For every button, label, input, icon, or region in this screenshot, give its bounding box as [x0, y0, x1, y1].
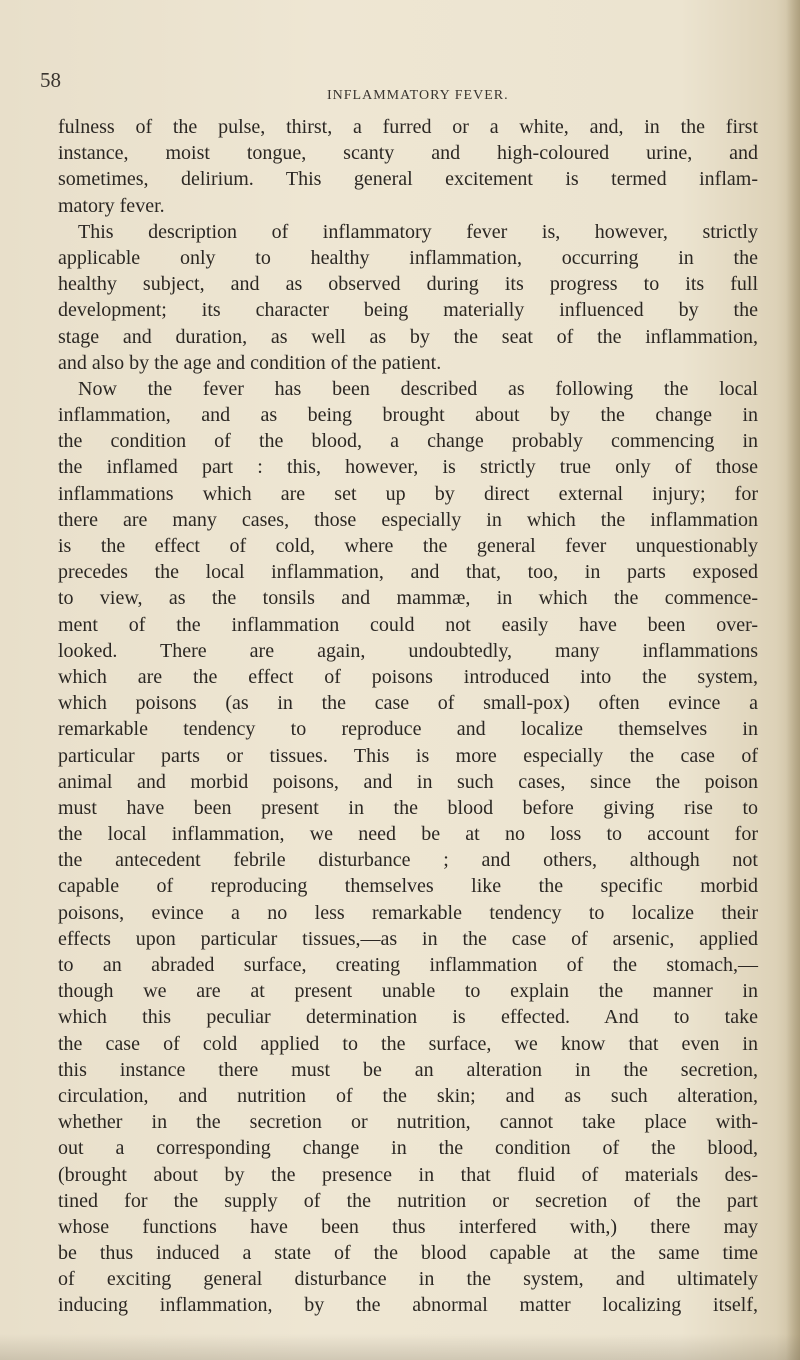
text-line: capable of reproducing themselves like the specific morbid [58, 875, 758, 898]
text-line: Now the fever has been described as following the local [78, 377, 758, 400]
text-line: though we are at present unable to explain the manner in [58, 980, 758, 1003]
text-line: to an abraded surface, creating inflammation of the stomach,— [58, 954, 758, 976]
text-line: particular parts or tissues. This is more especially the case of [58, 744, 758, 767]
text-line: whether in the secretion or nutrition, cannot take place with- [58, 1111, 758, 1134]
text-line: the case of cold applied to the surface, we know that even in [58, 1032, 758, 1055]
text-line: be thus induced a state of the blood capable at the same time [58, 1242, 758, 1265]
body-text [58, 114, 758, 1319]
text-line: healthy subject, and as observed during its progress to its full [58, 273, 758, 296]
text-line: must have been present in the blood before giving rise to [58, 796, 758, 819]
text-line: applicable only to healthy inflammation, occurring in the [58, 246, 758, 269]
text-line: which are the effect of poisons introduced into the system, [58, 665, 758, 688]
text-line: stage and duration, as well as by the seat of the inflammation, [58, 325, 758, 348]
text-line: is the effect of cold, where the general fever unquestionably [58, 535, 758, 557]
text-line: effects upon particular tissues,—as in the case of arsenic, applied [58, 927, 758, 950]
page-number: 58 [40, 68, 61, 92]
text-line: animal and morbid poisons, and in such cases, since the poison [58, 770, 758, 793]
text-line: instance, moist tongue, scanty and high-coloured urine, and [58, 142, 758, 165]
text-line: inflammation, and as being brought about by the change in [58, 404, 758, 427]
text-line: tined for the supply of the nutrition or secretion of the part [58, 1189, 758, 1212]
text-line: sometimes, delirium. This general excitement is termed inflam- [58, 168, 758, 191]
text-line: the inflamed part : this, however, is strictly true only of those [58, 456, 758, 479]
bottom-page-edge [0, 1334, 800, 1360]
text-line: whose functions have been thus interfered with,) there may [58, 1215, 758, 1238]
text-line: circulation, and nutrition of the skin; and as such alteration, [58, 1084, 758, 1107]
text-line: development; its character being materially influenced by the [58, 299, 758, 322]
text-line: the local inflammation, we need be at no loss to account for [58, 823, 758, 846]
text-line: this instance there must be an alteration in the secretion, [58, 1058, 758, 1081]
text-line: This description of inflammatory fever is, however, strictly [78, 220, 758, 243]
text-line: the antecedent febrile disturbance ; and others, although not [58, 849, 758, 872]
text-line: there are many cases, those especially in which the inflammation [58, 508, 758, 531]
text-line: out a corresponding change in the condition of the blood, [58, 1137, 758, 1160]
text-line: matory fever. [58, 194, 165, 217]
text-line: and also by the age and condition of the patient. [58, 351, 442, 374]
running-title: INFLAMMATORY FEVER. [327, 88, 509, 103]
text-line: ment of the inflammation could not easily have been over- [58, 613, 758, 636]
text-line: inflammations which are set up by direct external injury; for [58, 482, 758, 505]
text-line: which poisons (as in the case of small-pox) often evince a [58, 692, 758, 715]
text-line: of exciting general disturbance in the system, and ultimately [58, 1268, 758, 1291]
text-line: precedes the local inflammation, and that, too, in parts exposed [58, 561, 758, 584]
text-line: (brought about by the presence in that fluid of materials des- [58, 1163, 758, 1186]
text-line: which this peculiar determination is effected. And to take [58, 1006, 758, 1029]
text-line: to view, as the tonsils and mammæ, in which the commence- [58, 587, 758, 610]
text-line: remarkable tendency to reproduce and localize themselves in [58, 718, 758, 741]
text-line: looked. There are again, undoubtedly, many inflammations [58, 639, 758, 662]
page-edge-shadow [786, 0, 800, 1360]
text-line: poisons, evince a no less remarkable tendency to localize their [58, 901, 758, 924]
text-line: the condition of the blood, a change probably commencing in [58, 430, 758, 453]
text-line: fulness of the pulse, thirst, a furred or a white, and, in the first [58, 116, 758, 138]
text-line: inducing inflammation, by the abnormal matter localizing itself, [58, 1294, 758, 1317]
